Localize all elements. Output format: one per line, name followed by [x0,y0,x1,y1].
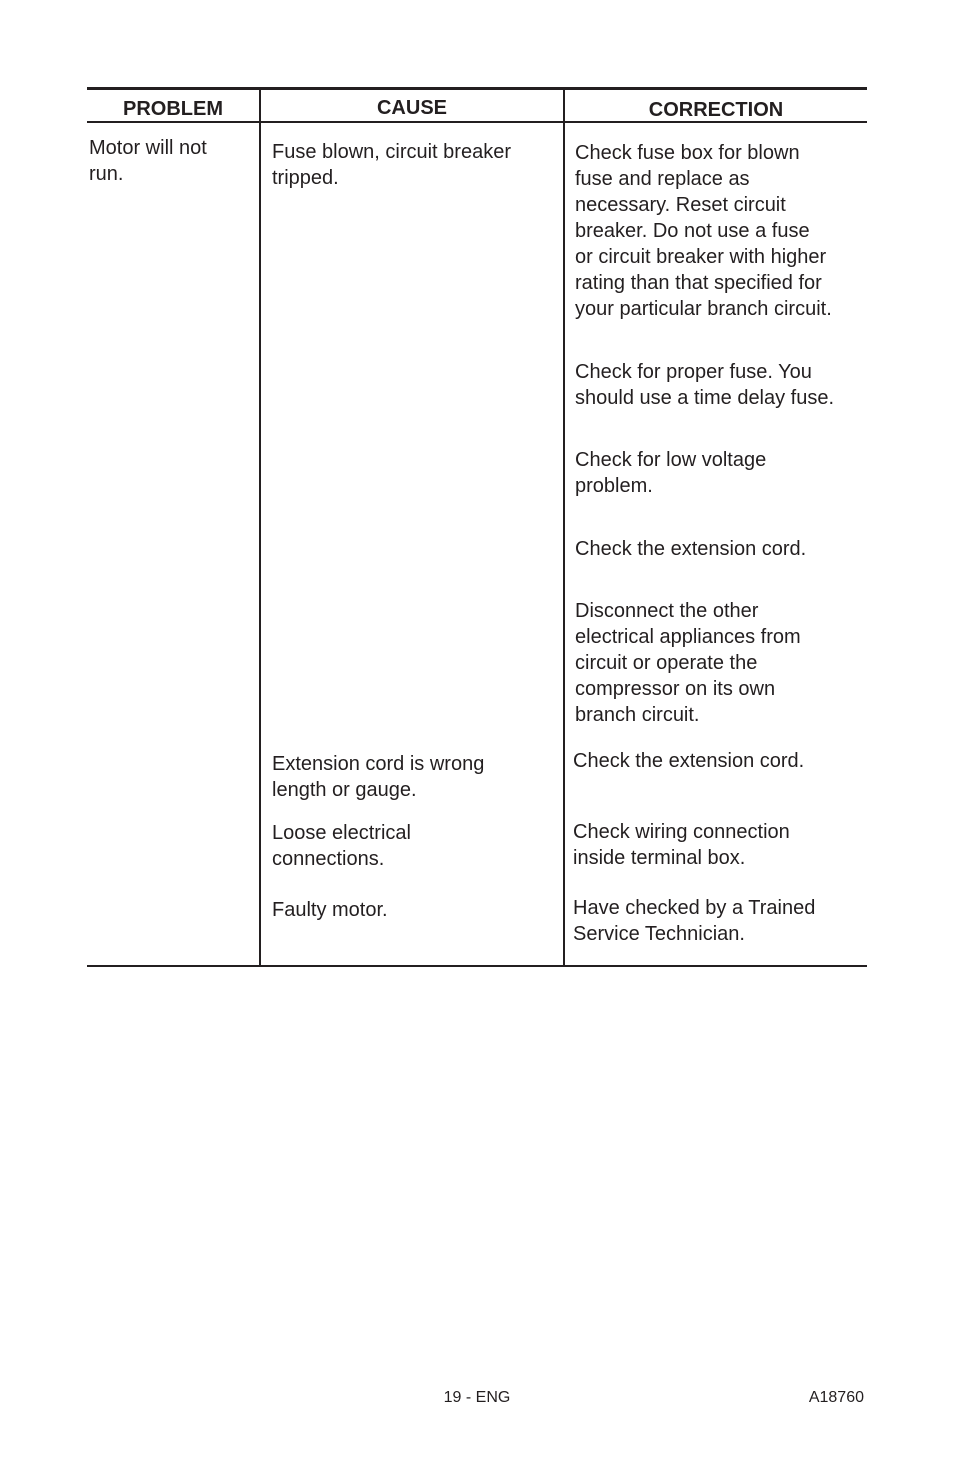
page-number: 19 - ENG [443,1389,511,1406]
cause-extension-cord: Extension cord is wrong length or gauge. [272,753,485,801]
cause-faulty-motor: Faulty motor. [272,899,388,921]
correction-wiring-connection: Check wiring connection inside terminal box. [573,821,790,869]
column-divider-1 [259,87,261,967]
cause-loose-connections: Loose electrical connections. [272,822,411,870]
correction-proper-fuse: Check for proper fuse. You should use a time delay fuse. [575,361,835,409]
header-cause: CAUSE [376,97,447,119]
header-correction: CORRECTION [648,99,784,121]
cause-fuse-blown: Fuse blown, circuit breaker tripped. [272,141,511,189]
correction-disconnect-appliances: Disconnect the other electrical appliances from circuit or operate the compressor on its own branch circuit. [575,600,801,726]
header-problem: PROBLEM [123,98,223,120]
correction-extension-cord: Check the extension cord. [575,538,807,560]
table-top-rule [87,87,867,90]
table-bottom-rule [87,965,867,967]
correction-check-fuse-box: Check fuse box for blown fuse and replace as necessary. Reset circuit breaker. Do not use a fuse or circuit breaker with higher rating than that specified for your particular branch circuit. [575,142,832,320]
correction-trained-technician: Have checked by a Trained Service Technician. [573,897,816,945]
problem-motor-will-not-run: Motor will not run. [89,137,207,185]
correction-low-voltage: Check for low voltage problem. [575,449,767,497]
correction-extension-cord-2: Check the extension cord. [573,750,805,772]
column-divider-2 [563,87,565,967]
document-code: A18760 [808,1389,864,1406]
